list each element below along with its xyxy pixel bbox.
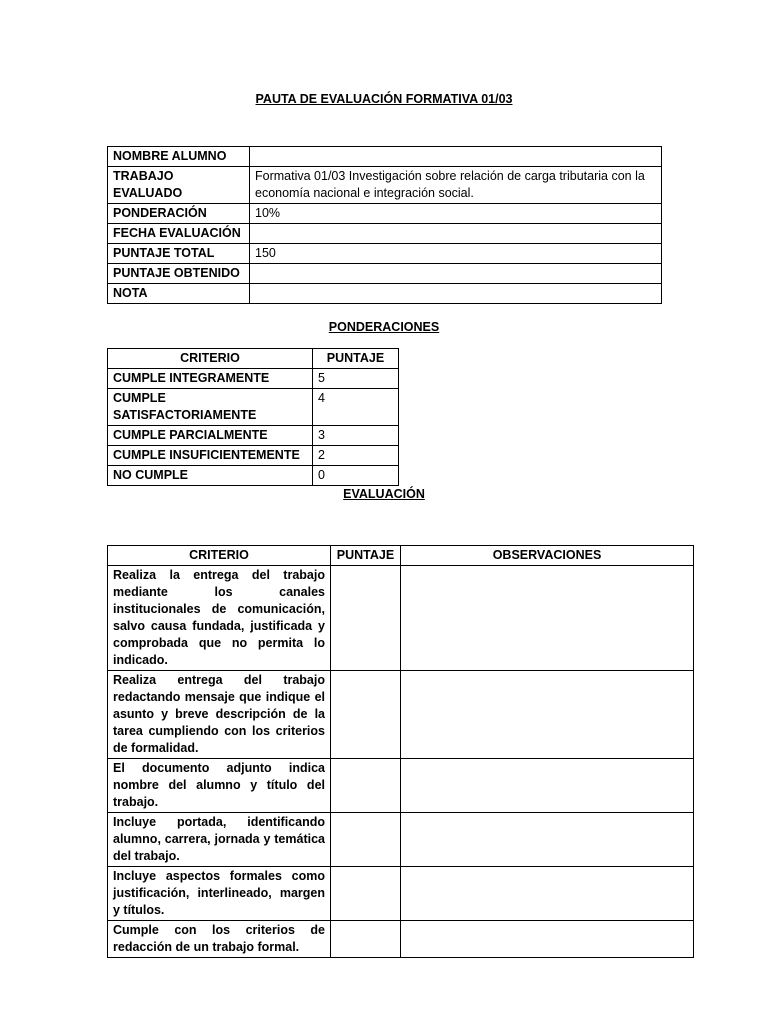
puntaje-cell: 3 xyxy=(313,426,399,446)
table-row xyxy=(108,566,694,671)
criterio-cell: CUMPLE SATISFACTORIAMENTE xyxy=(108,389,313,426)
observaciones-cell xyxy=(401,867,694,921)
table-row xyxy=(108,466,399,486)
table-row xyxy=(108,867,694,921)
puntaje-cell xyxy=(331,921,401,958)
table-header-row xyxy=(108,349,399,369)
puntaje-cell: 0 xyxy=(313,466,399,486)
puntaje-cell xyxy=(331,566,401,671)
table-row xyxy=(108,759,694,813)
info-value xyxy=(250,284,662,304)
column-header-criterio: CRITERIO xyxy=(108,546,331,566)
info-label: NOTA xyxy=(108,284,250,304)
table-row xyxy=(108,813,694,867)
info-label: PUNTAJE OBTENIDO xyxy=(108,264,250,284)
criterio-cell: Realiza entrega del trabajo redactando mensaje que indique el asunto y breve descripción de la tarea cumpliendo con los criterios de formalidad. xyxy=(108,671,331,759)
column-header-criterio: CRITERIO xyxy=(108,349,313,369)
info-value: 10% xyxy=(250,204,662,224)
info-label: TRABAJO EVALUADO xyxy=(108,167,250,204)
observaciones-cell xyxy=(401,671,694,759)
table-row xyxy=(108,921,694,958)
observaciones-cell xyxy=(401,759,694,813)
criterio-cell: Incluye aspectos formales como justificación, interlineado, margen y títulos. xyxy=(108,867,331,921)
table-row xyxy=(108,224,662,244)
criterio-cell: Realiza la entrega del trabajo mediante los canales institucionales de comunicación, salvo causa fundada, justificada y comprobada que no permita lo indicado. xyxy=(108,566,331,671)
info-label: NOMBRE ALUMNO xyxy=(108,147,250,167)
table-header-row xyxy=(108,546,694,566)
table-row xyxy=(108,446,399,466)
table-row xyxy=(108,147,662,167)
table-row xyxy=(108,369,399,389)
table-row xyxy=(108,284,662,304)
student-info-table xyxy=(107,146,662,304)
puntaje-cell xyxy=(331,759,401,813)
puntaje-cell xyxy=(331,867,401,921)
column-header-puntaje: PUNTAJE xyxy=(331,546,401,566)
table-row xyxy=(108,204,662,224)
table-row xyxy=(108,264,662,284)
ponderaciones-table xyxy=(107,348,399,486)
puntaje-cell xyxy=(331,813,401,867)
observaciones-cell xyxy=(401,813,694,867)
column-header-puntaje: PUNTAJE xyxy=(313,349,399,369)
evaluacion-table xyxy=(107,545,694,958)
puntaje-cell: 4 xyxy=(313,389,399,426)
table-row xyxy=(108,671,694,759)
criterio-cell: CUMPLE INSUFICIENTEMENTE xyxy=(108,446,313,466)
criterio-cell: CUMPLE PARCIALMENTE xyxy=(108,426,313,446)
puntaje-cell xyxy=(331,671,401,759)
info-value: Formativa 01/03 Investigación sobre relación de carga tributaria con la economía nacional e integración social. xyxy=(250,167,662,204)
puntaje-cell: 5 xyxy=(313,369,399,389)
info-value xyxy=(250,264,662,284)
criterio-cell: CUMPLE INTEGRAMENTE xyxy=(108,369,313,389)
criterio-cell: El documento adjunto indica nombre del alumno y título del trabajo. xyxy=(108,759,331,813)
table-row xyxy=(108,167,662,204)
info-label: PUNTAJE TOTAL xyxy=(108,244,250,264)
table-row xyxy=(108,244,662,264)
observaciones-cell xyxy=(401,921,694,958)
observaciones-cell xyxy=(401,566,694,671)
criterio-cell: Cumple con los criterios de redacción de un trabajo formal. xyxy=(108,921,331,958)
criterio-cell: NO CUMPLE xyxy=(108,466,313,486)
info-value xyxy=(250,147,662,167)
table-row xyxy=(108,426,399,446)
column-header-observaciones: OBSERVACIONES xyxy=(401,546,694,566)
info-value xyxy=(250,224,662,244)
ponderaciones-heading: PONDERACIONES xyxy=(328,320,440,334)
document-title: PAUTA DE EVALUACIÓN FORMATIVA 01/03 xyxy=(255,92,513,106)
info-label: PONDERACIÓN xyxy=(108,204,250,224)
evaluacion-heading: EVALUACIÓN xyxy=(343,487,425,501)
criterio-cell: Incluye portada, identificando alumno, carrera, jornada y temática del trabajo. xyxy=(108,813,331,867)
puntaje-cell: 2 xyxy=(313,446,399,466)
info-label: FECHA EVALUACIÓN xyxy=(108,224,250,244)
info-value: 150 xyxy=(250,244,662,264)
table-row xyxy=(108,389,399,426)
